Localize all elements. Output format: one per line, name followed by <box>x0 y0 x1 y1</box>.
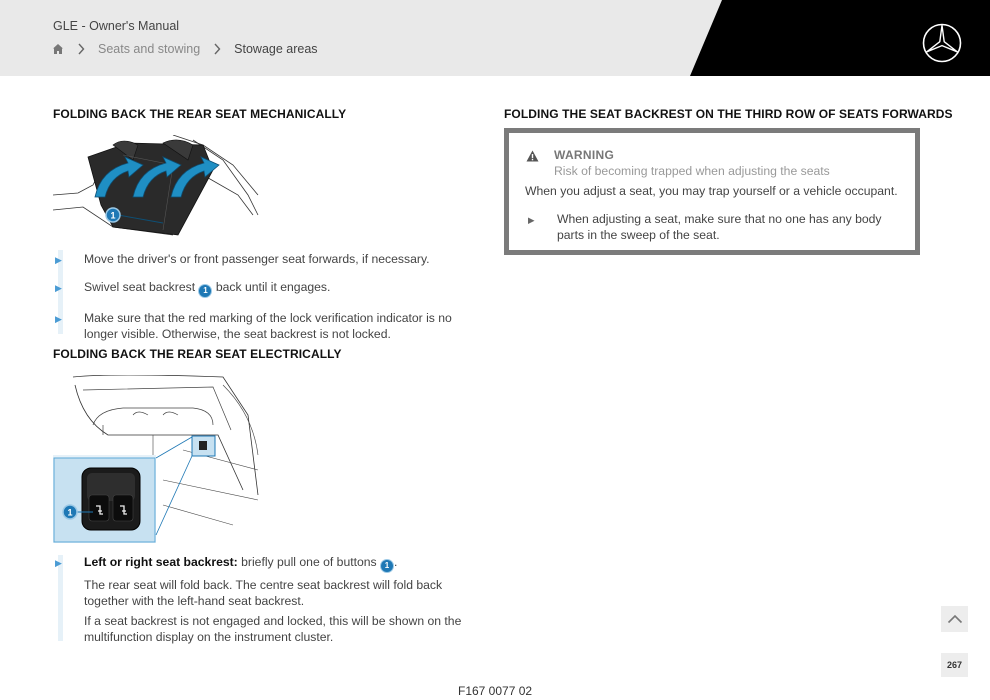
warning-box <box>504 128 920 255</box>
scroll-to-top-button[interactable] <box>941 606 968 632</box>
warning-step <box>526 211 896 243</box>
callout-1: 1 <box>67 507 73 518</box>
breadcrumb <box>52 42 318 56</box>
manual-title: GLE - Owner's Manual <box>53 19 180 33</box>
breadcrumb-current-stowage-areas: Stowage areas <box>234 42 318 56</box>
warning-body: When you adjust a seat, you may trap yourself or a vehicle occupant. <box>525 184 898 198</box>
arrow-right-icon: ▶ <box>55 283 62 293</box>
step-text-post: back until it engages. <box>215 280 331 294</box>
breadcrumb-link-seats-and-stowing[interactable]: Seats and stowing <box>98 42 201 56</box>
page-number-badge[interactable]: 267 <box>941 653 968 677</box>
step-text: briefly pull one of buttons <box>237 555 377 569</box>
warning-step-text: When adjusting a seat, make sure that no one has any body parts in the sweep of the seat. <box>557 212 882 242</box>
chevron-right-icon <box>77 43 85 55</box>
mercedes-star-logo <box>921 22 963 64</box>
section-heading-mechanical: FOLDING BACK THE REAR SEAT MECHANICALLY <box>53 107 347 121</box>
warning-triangle-icon <box>526 150 539 162</box>
warning-heading: WARNING <box>554 148 615 162</box>
callout-badge-icon: 1 <box>380 559 394 573</box>
arrow-right-icon: ▶ <box>55 558 62 568</box>
callout-1: 1 <box>110 210 116 221</box>
step-text: Make sure that the red marking of the lock verification indicator is no longer visible. Otherwise, the seat backrest is not locked. <box>84 311 452 341</box>
rear-seat-electrical-illustration <box>53 375 260 543</box>
step-result-note: The rear seat will fold back. The centre seat backrest will fold back together with the left-hand seat backrest. <box>84 578 443 608</box>
list-item <box>53 251 453 267</box>
arrow-right-icon: ▶ <box>55 314 62 324</box>
list-item <box>53 310 453 342</box>
chevron-up-icon <box>947 614 963 624</box>
home-icon[interactable] <box>52 43 64 55</box>
mechanical-steps-list <box>53 251 453 342</box>
image-reference-code: F167 0077 02 <box>458 684 533 698</box>
callout-badge-icon: 1 <box>198 284 212 298</box>
section-heading-third-row: FOLDING THE SEAT BACKREST ON THE THIRD ROW OF SEATS FORWARDS <box>504 107 953 121</box>
step-text: Move the driver's or front passenger seat forwards, if necessary. <box>84 252 430 266</box>
list-item <box>53 279 453 298</box>
rear-seat-mechanical-illustration <box>53 135 260 240</box>
warning-subheading: Risk of becoming trapped when adjusting the seats <box>554 164 830 178</box>
step-text-end: . <box>394 555 398 569</box>
section-heading-electrical: FOLDING BACK THE REAR SEAT ELECTRICALLY <box>53 347 342 361</box>
step-bold-label: Left or right seat backrest: <box>84 555 238 569</box>
step-text-pre: Swivel seat backrest <box>84 280 196 294</box>
arrow-right-icon: ▶ <box>55 255 62 265</box>
chevron-right-icon <box>213 43 221 55</box>
electrical-step <box>53 554 463 645</box>
arrow-right-icon: ▶ <box>528 215 535 225</box>
step-warning-note: If a seat backrest is not engaged and locked, this will be shown on the multifunction display on the instrument cluster. <box>84 614 462 644</box>
